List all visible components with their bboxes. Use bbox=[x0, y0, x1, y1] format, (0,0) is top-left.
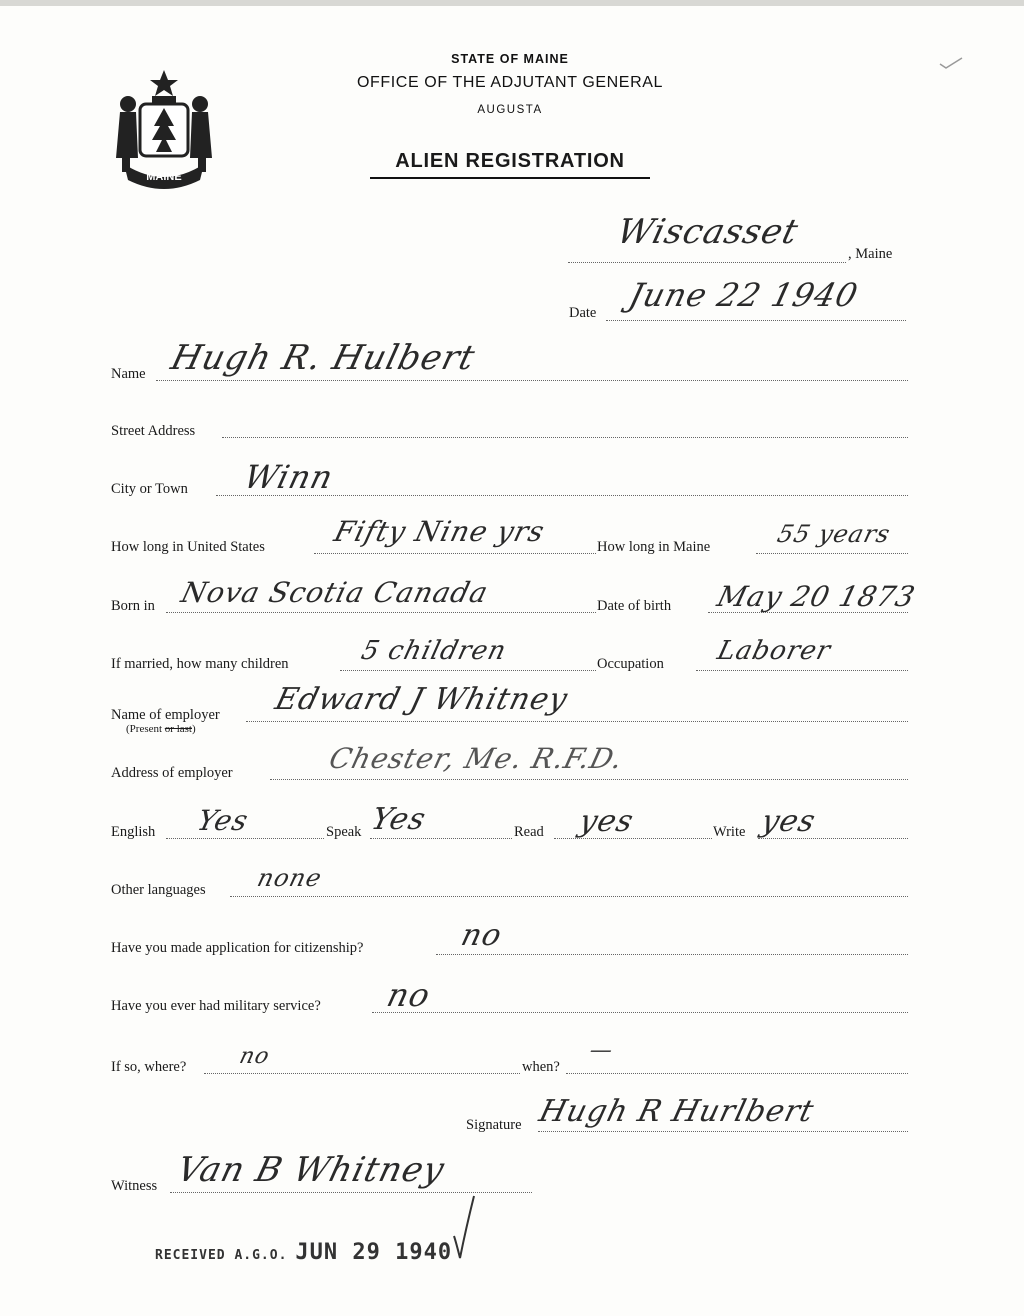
seal-lettering: MAINE bbox=[146, 171, 182, 183]
received-stamp-label: RECEIVED A.G.O. bbox=[155, 1248, 288, 1263]
date-line bbox=[606, 320, 906, 321]
how-long-us-value: Fifty Nine yrs bbox=[330, 515, 549, 548]
maine-state-seal-icon bbox=[110, 68, 218, 190]
where-line bbox=[204, 1073, 520, 1074]
office-heading: OFFICE OF THE ADJUTANT GENERAL bbox=[356, 74, 664, 91]
speak-label: Speak bbox=[326, 824, 362, 840]
when-label: when? bbox=[522, 1059, 560, 1075]
employer-line bbox=[246, 721, 908, 722]
date-label: Date bbox=[569, 305, 597, 321]
check-mark-icon bbox=[938, 56, 964, 70]
citizenship-label: Have you made application for citizenship? bbox=[111, 940, 364, 956]
street-label: Street Address bbox=[111, 423, 196, 439]
received-stamp-date: JUN 29 1940 bbox=[295, 1240, 453, 1265]
occupation-label: Occupation bbox=[597, 656, 664, 672]
write-label: Write bbox=[713, 824, 746, 840]
other-languages-value: none bbox=[254, 864, 326, 892]
form-title: ALIEN REGISTRATION bbox=[395, 150, 625, 172]
received-stamp bbox=[155, 1240, 452, 1265]
how-long-us-line bbox=[314, 553, 596, 554]
name-line bbox=[156, 380, 908, 381]
signature-value: Hugh R Hurlbert bbox=[535, 1094, 818, 1129]
title-underline bbox=[370, 177, 650, 179]
read-label: Read bbox=[514, 824, 544, 840]
maine-label: , Maine bbox=[848, 246, 893, 262]
military-value: no bbox=[383, 976, 435, 1014]
employer-value: Edward J Whitney bbox=[271, 682, 572, 717]
city-value: Winn bbox=[240, 458, 338, 496]
english-line bbox=[166, 838, 324, 839]
military-label: Have you ever had military service? bbox=[111, 998, 321, 1014]
citizenship-value: no bbox=[457, 918, 506, 953]
signature-label: Signature bbox=[466, 1117, 522, 1133]
signature-line bbox=[538, 1131, 908, 1132]
date-value: June 22 1940 bbox=[625, 276, 863, 314]
city-label: City or Town bbox=[111, 481, 188, 497]
military-line bbox=[372, 1012, 908, 1013]
employer-address-line bbox=[270, 779, 908, 780]
town-line bbox=[568, 262, 846, 263]
how-long-me-label: How long in Maine bbox=[597, 539, 711, 555]
other-languages-line bbox=[230, 896, 908, 897]
when-value: — bbox=[586, 1038, 617, 1063]
town-value: Wiscasset bbox=[613, 212, 803, 252]
born-in-value: Nova Scotia Canada bbox=[177, 576, 492, 609]
how-long-us-label: How long in United States bbox=[111, 539, 265, 555]
read-value: yes bbox=[575, 804, 638, 839]
english-value: Yes bbox=[193, 804, 253, 837]
dob-label: Date of birth bbox=[597, 598, 672, 614]
employer-address-label: Address of employer bbox=[111, 765, 233, 781]
speak-line bbox=[370, 838, 512, 839]
witness-value: Van B Whitney bbox=[173, 1150, 449, 1190]
citizenship-line bbox=[436, 954, 908, 955]
born-in-label: Born in bbox=[111, 598, 155, 614]
name-value: Hugh R. Hulbert bbox=[167, 338, 480, 378]
name-label: Name bbox=[111, 366, 146, 382]
witness-label: Witness bbox=[111, 1178, 158, 1194]
state-heading: STATE OF MAINE bbox=[451, 52, 569, 66]
occupation-value: Laborer bbox=[714, 636, 835, 666]
how-long-me-value: 55 years bbox=[774, 520, 894, 548]
street-line bbox=[222, 437, 908, 438]
write-value: yes bbox=[757, 804, 820, 839]
english-label: English bbox=[111, 824, 156, 840]
when-line bbox=[566, 1073, 908, 1074]
married-label: If married, how many children bbox=[111, 656, 289, 672]
dob-value: May 20 1873 bbox=[713, 580, 919, 613]
married-line bbox=[340, 670, 596, 671]
where-value: no bbox=[236, 1044, 273, 1069]
employer-address-value: Chester, Me. R.F.D. bbox=[325, 742, 627, 775]
where-label: If so, where? bbox=[111, 1059, 187, 1075]
children-value: 5 children bbox=[358, 636, 510, 666]
speak-value: Yes bbox=[367, 802, 430, 837]
occupation-line bbox=[696, 670, 908, 671]
employer-label: Name of employer bbox=[111, 707, 220, 723]
born-in-line bbox=[166, 612, 596, 613]
how-long-me-line bbox=[756, 553, 908, 554]
city-heading: AUGUSTA bbox=[477, 104, 543, 116]
other-languages-label: Other languages bbox=[111, 882, 206, 898]
scan-edge bbox=[0, 0, 1024, 6]
employer-sublabel: (Present or last) bbox=[126, 723, 196, 735]
